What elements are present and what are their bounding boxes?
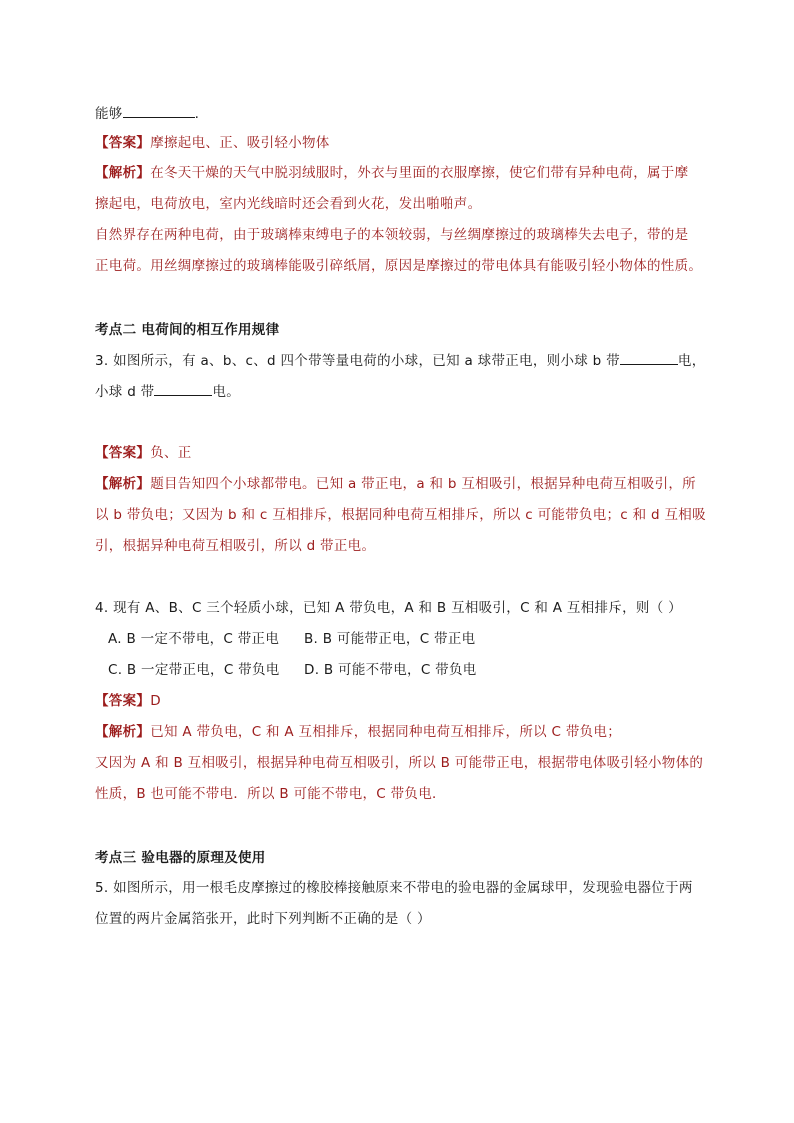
analysis-tag: 【解析】 [95, 724, 151, 740]
q3-answer [95, 443, 704, 463]
answer-text: 负、正 [150, 445, 192, 461]
q3-analysis-line1 [95, 474, 704, 494]
q4-answer [95, 691, 704, 711]
q3-blank-b [620, 350, 678, 365]
q3-line1 [95, 350, 704, 371]
option-c: C. B 一定带正电，C 带负电 [108, 662, 280, 678]
answer-tag: 【答案】 [95, 693, 151, 709]
answer-text: 摩擦起电、正、吸引轻小物体 [150, 135, 330, 151]
q3-text: 电。 [212, 384, 241, 400]
q4-analysis-line1 [95, 722, 704, 742]
answer-tag: 【答案】 [95, 445, 151, 461]
q2-tail [95, 103, 704, 124]
q4-options-row1 [108, 629, 704, 649]
section-title: 考点二 电荷间的相互作用规律 [95, 322, 280, 338]
analysis-tag: 【解析】 [95, 165, 151, 181]
q2-analysis-line4: 正电荷。用丝绸摩擦过的玻璃棒能吸引碎纸屑，原因是摩擦过的带电体具有能吸引轻小物体的性质。 [95, 258, 703, 274]
q5-line1: 5. 如图所示，用一根毛皮摩擦过的橡胶棒接触原来不带电的验电器的金属球甲，发现验电器位于两 [95, 880, 693, 896]
answer-tag: 【答案】 [95, 135, 151, 151]
q2-analysis-line2: 擦起电，电荷放电，室内光线暗时还会看到火花，发出啪啪声。 [95, 196, 482, 212]
q3-analysis-line2: 以 b 带负电；又因为 b 和 c 互相排斥，根据同种电荷互相排斥，所以 c 可能带负电；c 和 d 互相吸 [95, 507, 706, 523]
q2-analysis-line1 [95, 163, 704, 183]
q3-line2 [95, 381, 704, 402]
analysis-tag: 【解析】 [95, 476, 151, 492]
option-b: B. B 可能带正电，C 带正电 [304, 631, 476, 647]
q2-analysis-line3: 自然界存在两种电荷，由于玻璃棒束缚电子的本领较弱，与丝绸摩擦过的玻璃棒失去电子，带的是 [95, 227, 689, 243]
q3-text: 电， [677, 353, 706, 369]
q3-blank-d [154, 381, 212, 396]
q2-tail-suffix: . [194, 106, 200, 122]
q4-options-row2 [108, 660, 704, 680]
q4-analysis-line2: 又因为 A 和 B 互相吸引，根据异种电荷互相吸引，所以 B 可能带正电，根据带电体吸引轻小物体的 [95, 755, 704, 771]
section-title: 考点三 验电器的原理及使用 [95, 850, 266, 866]
q3-text: 3. 如图所示，有 a、b、c、d 四个带等量电荷的小球，已知 a 球带正电，则小球 b 带 [95, 353, 620, 369]
answer-text: D [150, 693, 161, 709]
option-d: D. B 可能不带电，C 带负电 [304, 662, 477, 678]
q2-tail-prefix: 能够 [95, 106, 123, 122]
q3-text: 小球 d 带 [95, 384, 155, 400]
analysis-text: 已知 A 带负电，C 和 A 互相排斥，根据同种电荷互相排斥，所以 C 带负电； [150, 724, 622, 740]
q2-answer [95, 133, 704, 153]
analysis-text: 题目告知四个小球都带电。已知 a 带正电，a 和 b 互相吸引，根据异种电荷互相吸引，所 [150, 476, 696, 492]
q4-analysis-line3: 性质，B 也可能不带电．所以 B 可能不带电，C 带负电． [95, 786, 446, 802]
q3-analysis-line3: 引，根据异种电荷互相吸引，所以 d 带正电。 [95, 538, 376, 554]
q2-blank [123, 103, 195, 118]
q4-stem: 4. 现有 A、B、C 三个轻质小球，已知 A 带负电，A 和 B 互相吸引，C 和 A 互相排斥，则（ ） [95, 600, 682, 616]
q5-line2: 位置的两片金属箔张开，此时下列判断不正确的是（ ） [95, 911, 431, 927]
analysis-text: 在冬天干燥的天气中脱羽绒服时，外衣与里面的衣服摩擦，使它们带有异种电荷，属于摩 [150, 165, 689, 181]
option-a: A. B 一定不带电，C 带正电 [108, 631, 280, 647]
